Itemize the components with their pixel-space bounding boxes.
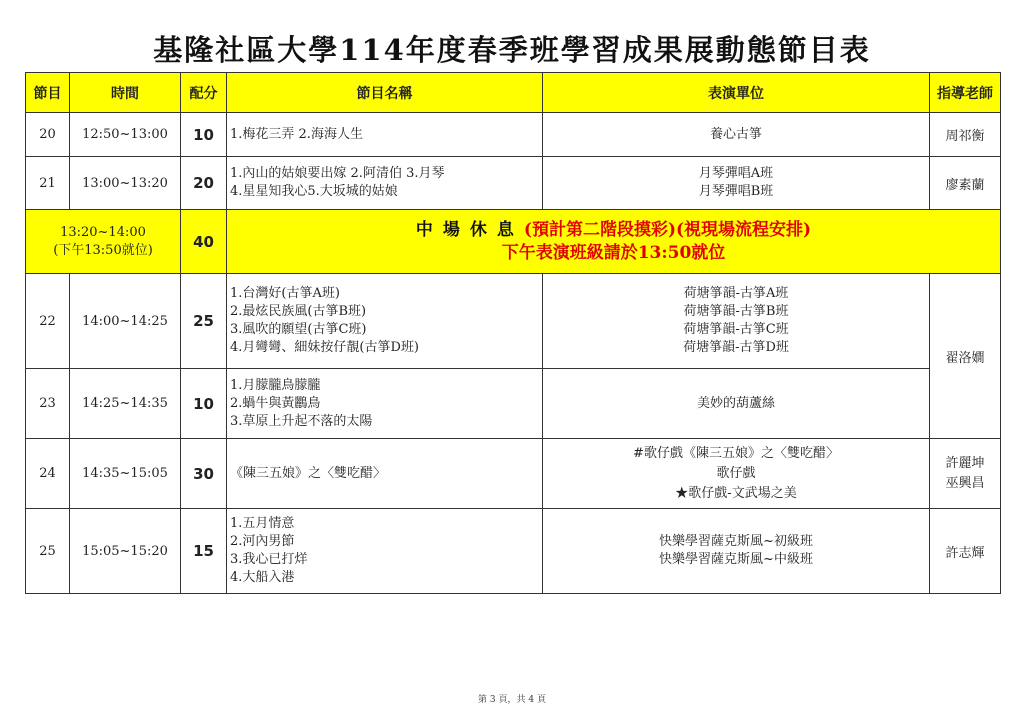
page-title: 基隆社區大學114年度春季班學習成果展動態節目表 xyxy=(153,33,871,67)
cell-no: 21 xyxy=(26,157,70,210)
break-title-black: 中場休息 xyxy=(415,219,524,240)
teacher-line: 許志輝 xyxy=(945,545,985,561)
teacher-line: 廖素蘭 xyxy=(945,177,985,193)
unit-line: 美妙的葫蘆絲 xyxy=(696,395,775,411)
program-line: 2.蝸牛與黃鸝鳥 xyxy=(230,395,321,411)
cell-program xyxy=(227,439,543,509)
cell-unit xyxy=(543,509,930,594)
unit-line: 歌仔戲 xyxy=(716,465,756,481)
unit-line: 快樂學習薩克斯風~中級班 xyxy=(659,552,813,567)
cell-teacher xyxy=(930,113,1001,157)
header-program: 節目名稱 xyxy=(227,73,543,113)
header-row xyxy=(26,73,1001,113)
header-teacher: 指導老師 xyxy=(930,73,1001,113)
cell-minutes: 20 xyxy=(181,157,227,210)
teacher-line: 翟洛嫺 xyxy=(945,350,985,366)
unit-line: 養心古箏 xyxy=(709,126,762,142)
program-line: 3.風吹的願望(古箏C班) xyxy=(230,322,367,337)
cell-minutes: 30 xyxy=(181,439,227,509)
break-time-cell xyxy=(26,210,181,274)
program-line: 1.梅花三弄 2.海海人生 xyxy=(230,126,363,142)
program-line: 1.月朦朧鳥朦朧 xyxy=(230,377,321,393)
break-title-line1 xyxy=(227,219,1000,242)
cell-program xyxy=(227,369,543,439)
break-title-red: (預計第二階段摸彩)(視現場流程安排) xyxy=(523,219,812,240)
cell-unit xyxy=(543,439,930,509)
header-minutes: 配分 xyxy=(181,73,227,113)
unit-line: 月琴彈唱A班 xyxy=(698,166,774,181)
program-line: 2.最炫民族風(古箏B班) xyxy=(230,304,367,319)
table-row xyxy=(26,439,1001,509)
program-line: 3.草原上升起不落的太陽 xyxy=(230,413,373,429)
break-time: 13:20~14:00 xyxy=(60,224,146,240)
cell-time: 14:35~15:05 xyxy=(70,439,181,509)
break-title-line2: 下午表演班級請於13:50就位 xyxy=(501,242,726,263)
unit-line: 荷塘箏韻-古箏C班 xyxy=(683,322,789,337)
cell-time: 14:00~14:25 xyxy=(70,274,181,369)
cell-minutes: 10 xyxy=(181,369,227,439)
unit-line: #歌仔戲《陳三五娘》之〈雙吃醋〉 xyxy=(633,445,839,461)
header-no: 節目 xyxy=(26,73,70,113)
cell-no: 22 xyxy=(26,274,70,369)
cell-teacher xyxy=(930,509,1001,594)
cell-time: 12:50~13:00 xyxy=(70,113,181,157)
table-row xyxy=(26,509,1001,594)
break-title-cell xyxy=(227,210,1001,274)
cell-program xyxy=(227,274,543,369)
cell-program xyxy=(227,157,543,210)
cell-no: 23 xyxy=(26,369,70,439)
teacher-line: 巫興昌 xyxy=(945,475,985,491)
unit-line: 月琴彈唱B班 xyxy=(698,184,774,199)
unit-line: 快樂學習薩克斯風~初級班 xyxy=(659,534,813,549)
program-line: 《陳三五娘》之〈雙吃醋〉 xyxy=(230,465,387,481)
unit-line: ★歌仔戲-文武場之美 xyxy=(675,485,797,501)
unit-line: 荷塘箏韻-古箏A班 xyxy=(683,286,789,301)
cell-no: 24 xyxy=(26,439,70,509)
program-schedule-table xyxy=(25,72,1001,594)
cell-unit xyxy=(543,369,930,439)
program-line: 3.我心已打烊 xyxy=(230,552,308,567)
teacher-line: 周祁衡 xyxy=(945,129,985,144)
program-line: 2.河內男節 xyxy=(230,534,295,549)
header-unit: 表演單位 xyxy=(543,73,930,113)
break-note: (下午13:50就位) xyxy=(53,242,153,258)
program-line: 1.內山的姑娘要出嫁 2.阿清伯 3.月琴 xyxy=(230,166,445,181)
table-row xyxy=(26,369,1001,439)
cell-program xyxy=(227,113,543,157)
teacher-line: 許麗坤 xyxy=(945,455,985,471)
program-line: 4.星星知我心5.大坂城的姑娘 xyxy=(230,184,398,199)
cell-no: 25 xyxy=(26,509,70,594)
table-row xyxy=(26,113,1001,157)
cell-unit xyxy=(543,113,930,157)
table-row xyxy=(26,157,1001,210)
cell-teacher xyxy=(930,439,1001,509)
unit-line: 荷塘箏韻-古箏D班 xyxy=(683,340,789,355)
cell-time: 14:25~14:35 xyxy=(70,369,181,439)
program-line: 1.五月情意 xyxy=(230,516,295,531)
cell-teacher xyxy=(930,157,1001,210)
header-time: 時間 xyxy=(70,73,181,113)
cell-time: 15:05~15:20 xyxy=(70,509,181,594)
table-row xyxy=(26,274,1001,369)
cell-no: 20 xyxy=(26,113,70,157)
page-footer: 第 3 頁，共 4 頁 xyxy=(478,695,546,705)
cell-program xyxy=(227,509,543,594)
cell-minutes: 15 xyxy=(181,509,227,594)
cell-unit xyxy=(543,274,930,369)
cell-minutes: 10 xyxy=(181,113,227,157)
break-minutes: 40 xyxy=(181,210,227,274)
cell-unit xyxy=(543,157,930,210)
unit-line: 荷塘箏韻-古箏B班 xyxy=(683,304,789,319)
break-row xyxy=(26,210,1001,274)
cell-time: 13:00~13:20 xyxy=(70,157,181,210)
cell-teacher xyxy=(930,274,1001,439)
program-line: 1.台灣好(古箏A班) xyxy=(230,286,340,301)
program-line: 4.月彎彎、細妹按仔靚(古箏D班) xyxy=(230,340,419,355)
program-line: 4.大船入港 xyxy=(230,570,295,585)
cell-minutes: 25 xyxy=(181,274,227,369)
